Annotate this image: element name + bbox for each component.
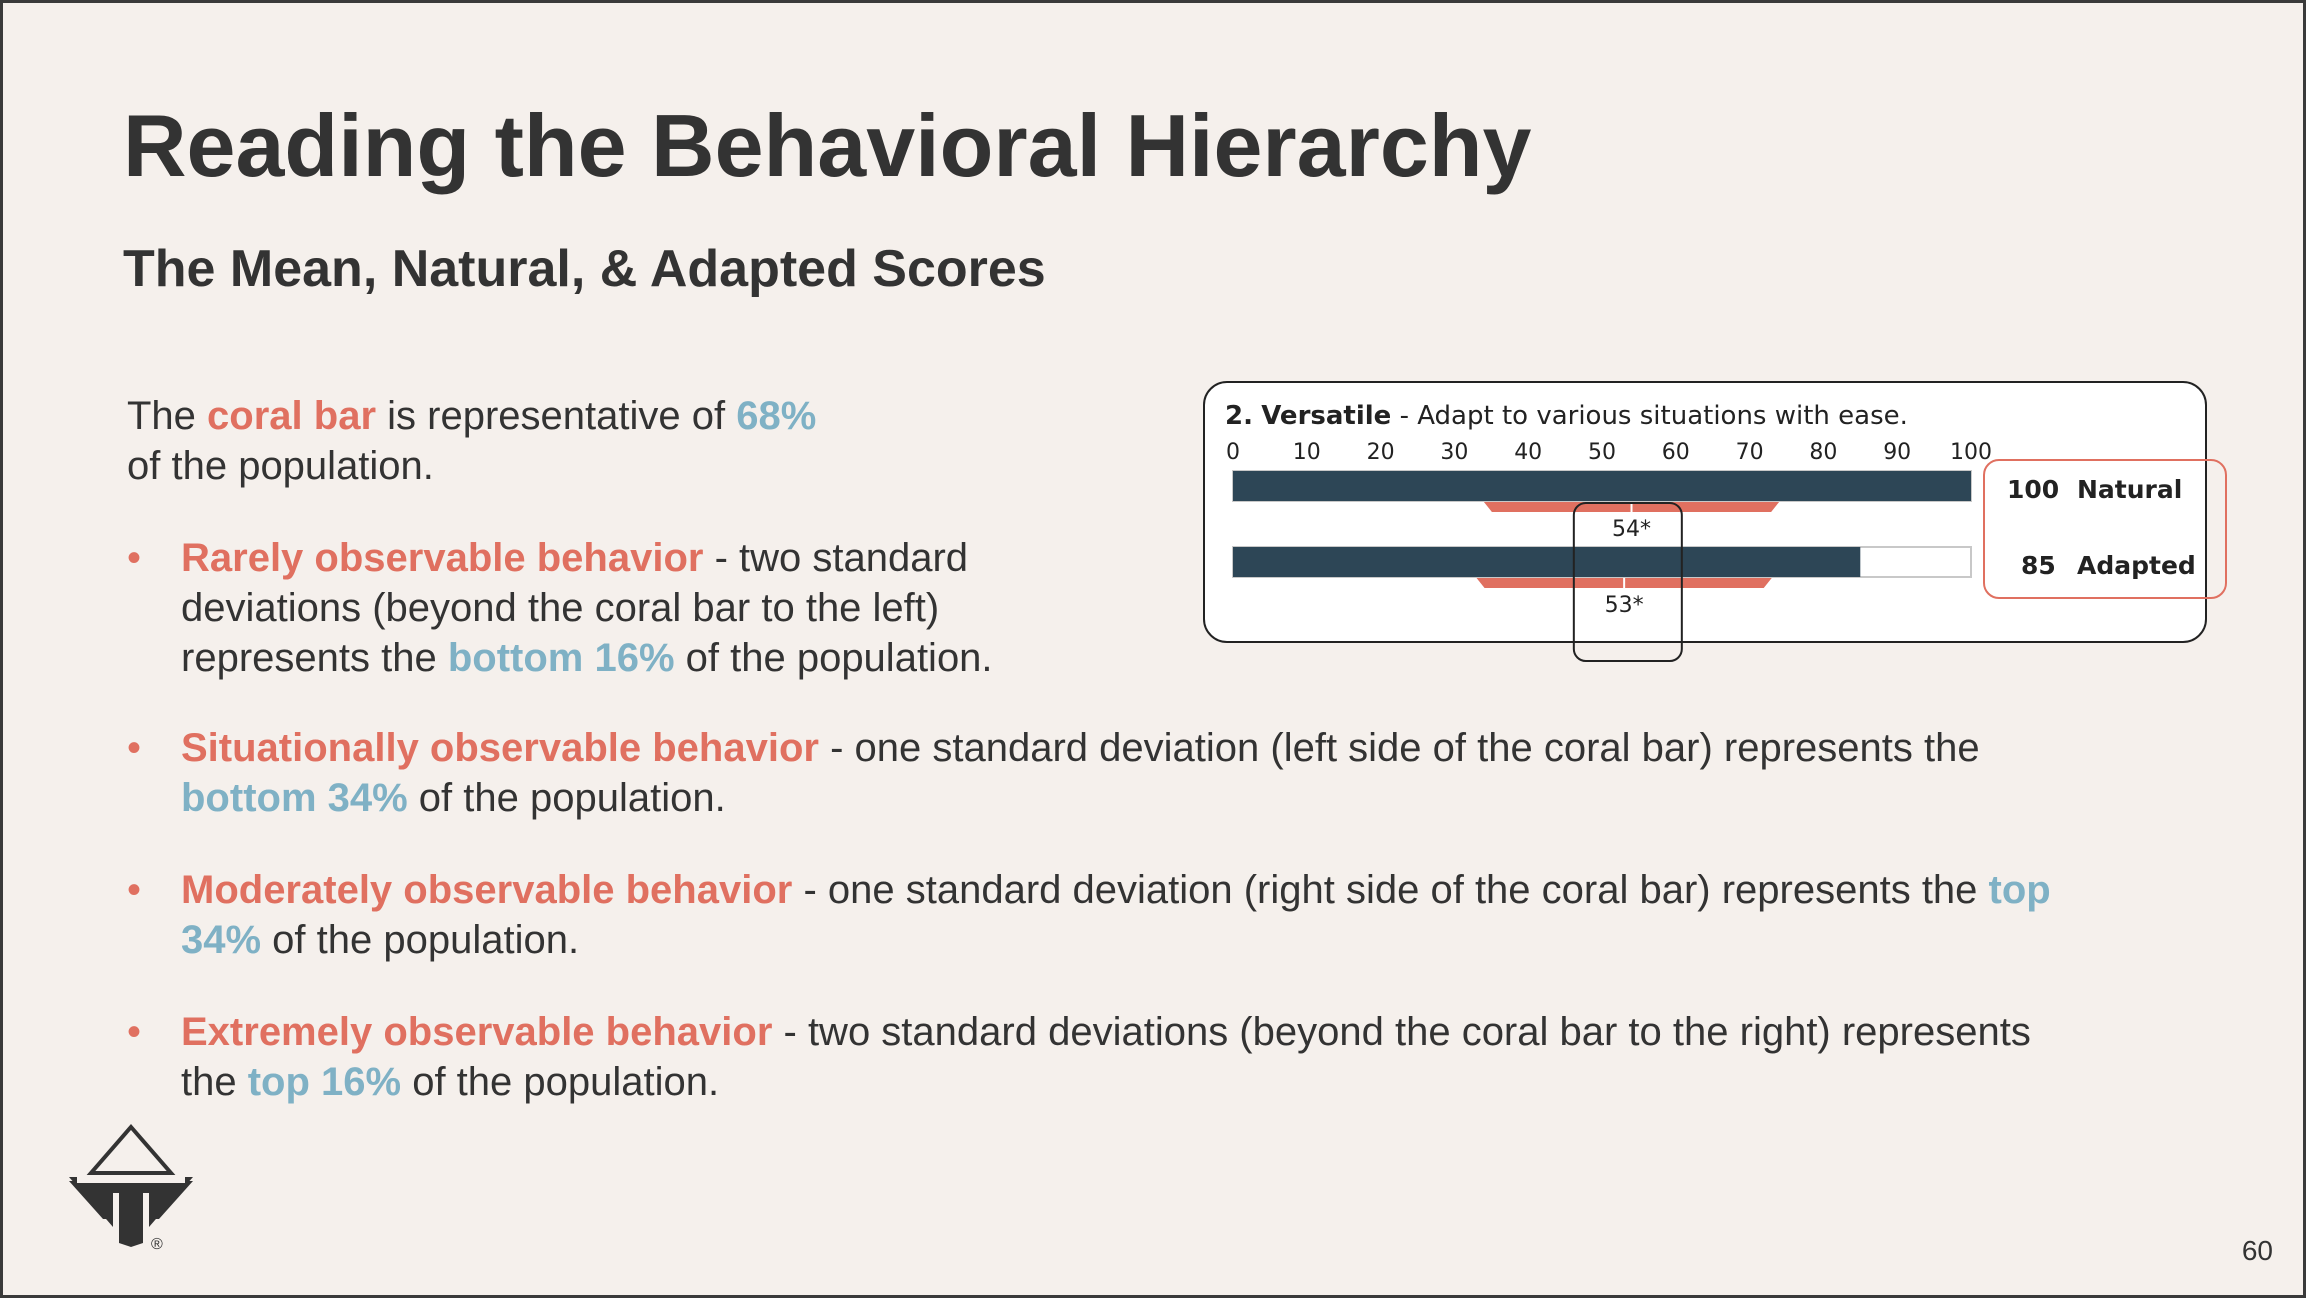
natural-score: 100	[2007, 475, 2060, 504]
bullet-text: of the population.	[401, 1060, 720, 1104]
intro-coral-text: coral bar	[207, 394, 377, 438]
bullet-text: - one standard deviation (right side of the coral bar) represents the	[792, 868, 1989, 912]
intro-mid: is representative of	[376, 394, 737, 438]
intro-paragraph	[127, 391, 1127, 491]
tick-label: 90	[1883, 440, 1912, 465]
bullet-coral-text: Extremely observable behavior	[181, 1010, 773, 1054]
page-number: 60	[2241, 1235, 2273, 1266]
bullet-teal-text: top 34%	[181, 868, 2051, 962]
bullet-coral-text: Rarely observable behavior	[181, 536, 704, 580]
chart-heading-number: 2.	[1225, 401, 1253, 431]
tick-label: 10	[1292, 440, 1321, 465]
tick-label: 70	[1735, 440, 1764, 465]
bullet-teal-text: bottom 16%	[447, 636, 675, 680]
bullet-text: of the population.	[261, 918, 580, 962]
bullet-dot: •	[127, 868, 142, 912]
tick-label: 0	[1226, 440, 1240, 465]
bullet-text: - two standard deviations (beyond the coral bar to the right) represents the	[181, 1010, 2031, 1104]
tick-label: 40	[1514, 440, 1543, 465]
score-bar-adapted	[1233, 547, 1860, 577]
mean-label-natural: 54*	[1612, 517, 1652, 542]
slide	[3, 3, 2303, 1295]
bullet-text: of the population.	[407, 776, 726, 820]
bullet-coral-text: Situationally observable behavior	[181, 726, 819, 770]
bullet-text: - one standard deviation (left side of the coral bar) represents the	[818, 726, 1980, 770]
tick-label: 50	[1588, 440, 1616, 465]
registered-mark: ®	[151, 1236, 163, 1253]
bullet-dot: •	[127, 536, 142, 580]
mean-label-adapted: 53*	[1604, 593, 1644, 618]
bullet-text: of the population.	[674, 636, 993, 680]
intro-pre: The	[127, 394, 208, 438]
chart-heading-name: Versatile	[1261, 401, 1392, 431]
tick-label: 80	[1809, 440, 1838, 465]
slide-subtitle: The Mean, Natural, & Adapted Scores	[123, 240, 1046, 298]
bullet-dot: •	[127, 726, 142, 770]
bullet-dot: •	[127, 1010, 142, 1054]
pyramid-logo-icon	[67, 1123, 207, 1253]
slide-title: Reading the Behavioral Hierarchy	[123, 96, 1532, 195]
tick-label: 20	[1366, 440, 1395, 465]
bullet-coral-text: Moderately observable behavior	[181, 868, 793, 912]
intro-post: of the population.	[127, 444, 434, 488]
intro-teal-text: 68%	[736, 394, 817, 438]
bullet-teal-text: top 16%	[247, 1060, 402, 1104]
tick-label: 100	[1950, 440, 1992, 465]
company-logo	[67, 1123, 207, 1258]
bullet-text: - two standard deviations (beyond the coral bar to the left) represents the	[181, 536, 969, 680]
tick-label: 60	[1661, 440, 1690, 465]
adapted-label: Adapted	[2077, 551, 2196, 580]
chart-heading-desc: - Adapt to various situations with ease.	[1391, 401, 1908, 431]
adapted-score: 85	[2021, 551, 2056, 580]
bullet-teal-text: bottom 34%	[181, 776, 408, 820]
tick-label: 30	[1440, 440, 1469, 465]
natural-label: Natural	[2077, 475, 2183, 504]
score-bar-natural	[1233, 471, 1971, 501]
